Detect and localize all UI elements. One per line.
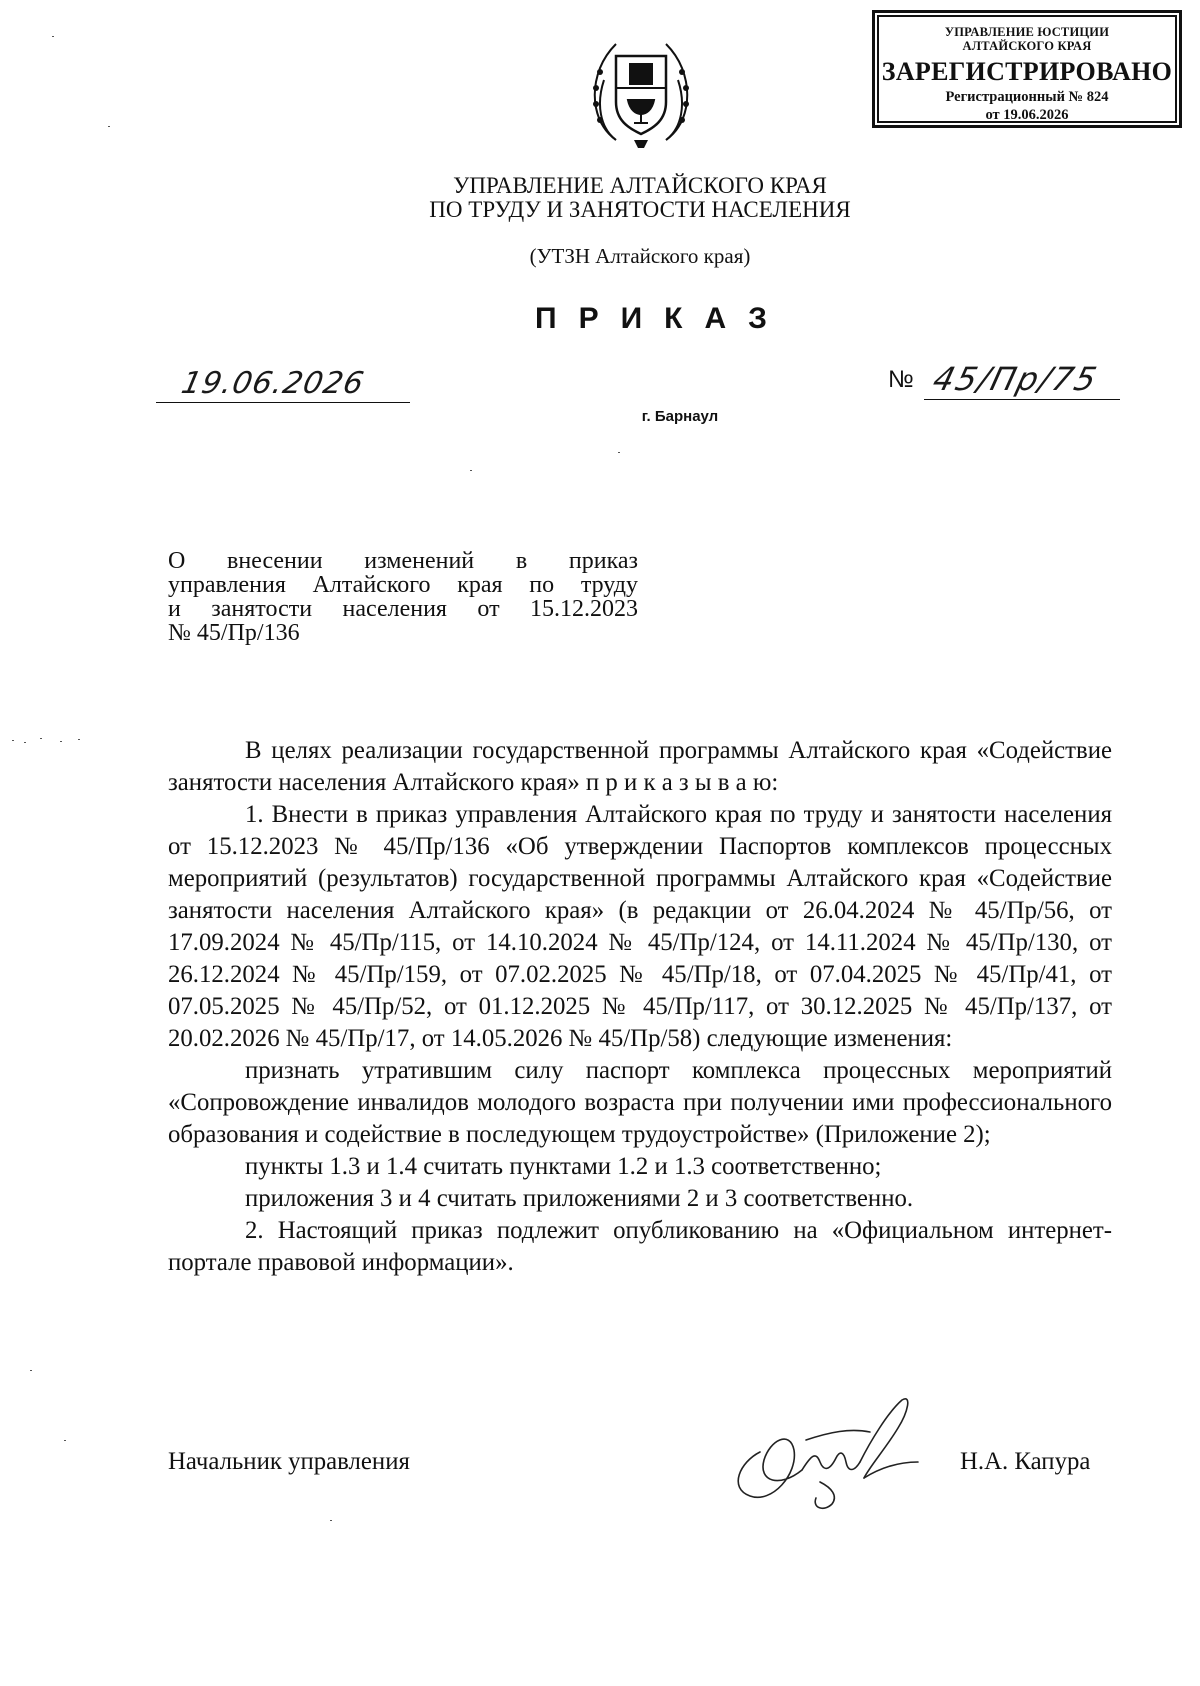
- date-underline: [156, 402, 410, 403]
- scan-speck: [618, 452, 620, 453]
- scan-speck: [470, 470, 472, 471]
- scan-speck: [24, 742, 26, 743]
- subject-line4: № 45/Пр/136: [168, 620, 300, 646]
- subject-line1: О внесении изменений в приказ: [168, 548, 638, 574]
- city-name: г. Барнаул: [641, 408, 719, 425]
- stamp-authority-line1: УПРАВЛЕНИЕ ЮСТИЦИИ: [944, 25, 1110, 39]
- scan-speck: [60, 741, 62, 742]
- scan-speck: [64, 1440, 66, 1441]
- scan-speck: [30, 1370, 32, 1371]
- clause-1-paragraph: 1. Внести в приказ управления Алтайского края по труду и занятости населения от 15.12.2023 № 45/Пр/136 «Об утверждении Паспортов комплексов процессных мероприятий (результатов) государственной программы Алтайского края «Содействие занятости населения Алтайского края» (в редакции от 26.04.2024 № 45/Пр/56, от 17.09.2024 № 45/Пр/115, от 14.10.2024 № 45/Пр/124, от 14.11.2024 № 45/Пр/130, от 26.12.2024 № 45/Пр/159, от 07.02.2025 № 45/Пр/18, от 07.04.2025 № 45/Пр/41, от 07.05.2025 № 45/Пр/52, от 01.12.2025 № 45/Пр/117, от 30.12.2025 № 45/Пр/137, от 20.02.2026 № 45/Пр/17, от 14.05.2026 № 45/Пр/58) следующие изменения:: [168, 801, 1112, 1052]
- signatory-position: Начальник управления: [168, 1448, 410, 1475]
- change-2-paragraph: пункты 1.3 и 1.4 считать пунктами 1.2 и 1.3 соответственно;: [245, 1153, 882, 1180]
- organization-name-line2: ПО ТРУДУ И ЗАНЯТОСТИ НАСЕЛЕНИЯ: [429, 197, 851, 222]
- number-sign: №: [888, 366, 914, 393]
- number-underline: [924, 399, 1120, 400]
- handwritten-date: 19.06.2026: [178, 366, 368, 401]
- organization-name-line1: УПРАВЛЕНИЕ АЛТАЙСКОГО КРАЯ: [453, 173, 827, 198]
- order-body: [168, 735, 1112, 1279]
- handwritten-signature: [720, 1392, 950, 1522]
- registration-stamp: [872, 10, 1182, 128]
- coat-of-arms-icon: [586, 28, 696, 152]
- stamp-reg-date: от 19.06.2026: [985, 107, 1069, 123]
- scan-speck: [40, 738, 42, 739]
- organization-short-name: (УТЗН Алтайского края): [529, 244, 751, 268]
- organization-name: [300, 174, 980, 222]
- subject-line2: управления Алтайского края по труду: [168, 572, 638, 598]
- change-1-paragraph: признать утратившим силу паспорт комплекса процессных мероприятий «Сопровождение инвалидов молодого возраста при получении ими профессионального образования и содействие в последующем трудоустройстве» (Приложение 2);: [168, 1057, 1112, 1148]
- stamp-authority-line2: АЛТАЙСКОГО КРАЯ: [962, 39, 1092, 53]
- stamp-title: ЗАРЕГИСТРИРОВАНО: [881, 57, 1173, 86]
- change-3-paragraph: приложения 3 и 4 считать приложениями 2 и 3 соответственно.: [245, 1185, 914, 1212]
- scan-speck: [12, 740, 14, 741]
- subject-line3: и занятости населения от 15.12.2023: [168, 596, 638, 622]
- document-type-title: ПРИКАЗ: [535, 302, 789, 335]
- order-subject: [168, 549, 638, 645]
- scan-speck: [78, 739, 80, 740]
- signatory-name: Н.А. Капура: [960, 1448, 1091, 1475]
- scan-speck: [330, 1520, 332, 1521]
- scan-speck: [52, 36, 54, 37]
- scan-speck: [108, 126, 110, 127]
- clause-2-paragraph: 2. Настоящий приказ подлежит опубликованию на «Официальном интернет-портале правовой информации».: [168, 1217, 1112, 1276]
- stamp-reg-number: Регистрационный № 824: [945, 89, 1109, 105]
- preamble-paragraph: В целях реализации государственной программы Алтайского края «Содействие занятости населения Алтайского края» п р и к а з ы в а ю:: [168, 737, 1112, 796]
- handwritten-number: 45/Пр/75: [929, 360, 1103, 398]
